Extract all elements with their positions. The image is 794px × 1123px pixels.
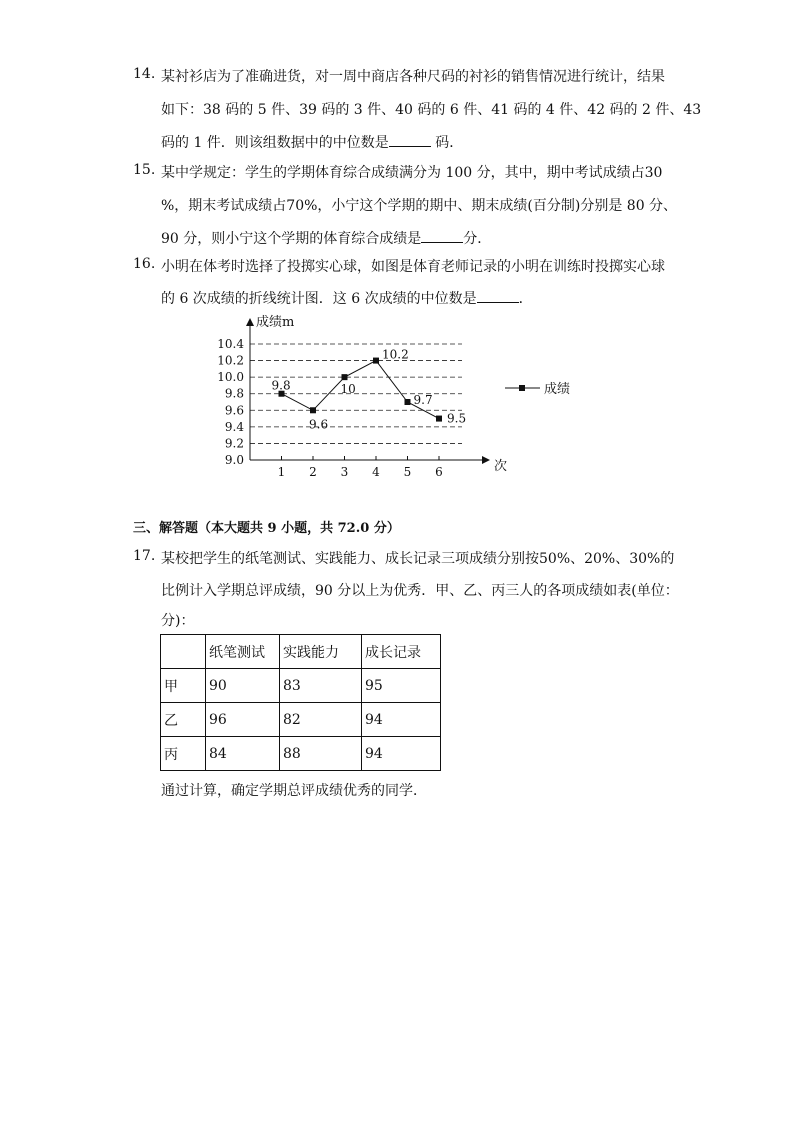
y-tick-label: 9.0 <box>224 453 244 467</box>
table-cell: 94 <box>362 737 441 771</box>
data-point-marker <box>405 399 411 405</box>
question-text-line: 分)： <box>161 613 195 629</box>
score-table <box>160 634 441 771</box>
table-header-row <box>161 635 441 669</box>
question-text-line: 如下：38 码的 5 件、39 码的 3 件、40 码的 6 件、41 码的 4 件、42 码的 2 件、43 <box>161 102 702 118</box>
line-chart <box>200 310 571 480</box>
y-tick-label: 10.0 <box>217 370 244 385</box>
y-tick-label: 10.4 <box>217 337 244 351</box>
x-tick-label: 2 <box>309 465 317 479</box>
section-detail: （本大题共 9 小题，共 72.0 分） <box>198 521 400 536</box>
question-number: 17. <box>133 548 156 564</box>
table-header-cell <box>161 635 206 669</box>
question-text-line: %，期末考试成绩占70%，小宁这个学期的期中、期末成绩(百分制)分别是 80 分、 <box>161 198 678 214</box>
data-point-marker <box>342 374 348 380</box>
y-tick-label: 9.2 <box>224 436 244 451</box>
question-text: 90 分，则小宁这个学期的体育综合成绩是 <box>161 231 422 247</box>
legend-marker <box>519 385 525 391</box>
table-header-cell: 纸笔测试 <box>206 635 280 669</box>
y-tick-label: 10.2 <box>217 353 244 368</box>
data-label: 10 <box>340 382 356 397</box>
y-axis-arrow <box>246 318 254 326</box>
chart-series <box>279 358 443 422</box>
question-text-line: 某中学规定：学生的学期体育综合成绩满分为 100 分，其中，期中考试成绩占30 <box>161 165 663 181</box>
question-text: 码． <box>430 135 464 151</box>
table-header-cell: 成长记录 <box>362 635 441 669</box>
chart-ticks <box>217 337 443 479</box>
question-text-line: 某校把学生的纸笔测试、实践能力、成长记录三项成绩分别按50%、20%、30%的 <box>161 551 675 567</box>
answer-blank[interactable] <box>477 288 519 303</box>
y-tick-label: 9.6 <box>224 403 244 418</box>
question-text-line: 小明在体考时选择了投掷实心球，如图是体育老师记录的小明在训练时投掷实心球 <box>161 259 665 275</box>
x-axis-title: 次 <box>494 459 508 474</box>
x-tick-label: 6 <box>435 465 443 479</box>
y-tick-label: 9.4 <box>224 419 244 434</box>
data-label: 9.8 <box>271 378 291 393</box>
question-text-line: 通过计算，确定学期总评成绩优秀的同学． <box>161 783 427 799</box>
answer-blank[interactable] <box>389 132 431 147</box>
question-number: 15. <box>133 162 156 178</box>
data-label: 9.6 <box>309 417 329 432</box>
table-cell: 83 <box>280 669 362 703</box>
table-cell: 乙 <box>161 703 206 737</box>
x-tick-label: 5 <box>403 465 412 479</box>
question-text: 码的 1 件．则该组数据中的中位数是 <box>161 135 389 151</box>
table-cell: 84 <box>206 737 280 771</box>
question-text: ． <box>518 291 533 307</box>
table-cell: 90 <box>206 669 280 703</box>
data-point-marker <box>310 407 316 413</box>
question-number: 14. <box>133 66 156 82</box>
table-row <box>161 669 441 703</box>
chart-legend <box>505 381 570 397</box>
y-axis-title: 成绩m <box>256 315 295 330</box>
data-point-marker <box>373 358 379 364</box>
data-label: 9.5 <box>447 411 467 426</box>
table-cell: 甲 <box>161 669 206 703</box>
table-cell: 88 <box>280 737 362 771</box>
section-label: 三、解答题 <box>133 521 199 536</box>
x-tick-label: 3 <box>340 465 349 479</box>
x-tick-label: 4 <box>372 465 380 479</box>
question-text-line <box>161 288 533 308</box>
question-text: 分． <box>463 231 492 247</box>
answer-blank[interactable] <box>421 228 463 243</box>
section-header <box>133 517 400 536</box>
table-cell: 82 <box>280 703 362 737</box>
question-number: 16. <box>133 256 156 272</box>
question-text-line: 比例计入学期总评成绩，90 分以上为优秀．甲、乙、丙三人的各项成绩如表(单位： <box>161 583 679 599</box>
question-text-line <box>161 132 463 152</box>
table-cell: 94 <box>362 703 441 737</box>
table-cell: 丙 <box>161 737 206 771</box>
question-text-line: 某衬衫店为了准确进货，对一周中商店各种尺码的衬衫的销售情况进行统计，结果 <box>161 69 665 85</box>
table-header-cell: 实践能力 <box>280 635 362 669</box>
table-cell: 96 <box>206 703 280 737</box>
data-point-marker <box>436 416 442 422</box>
legend-label: 成绩 <box>544 382 571 397</box>
table-row <box>161 737 441 771</box>
series-line <box>282 361 440 419</box>
data-label: 9.7 <box>413 393 433 407</box>
x-tick-label: 1 <box>277 465 286 479</box>
table-row <box>161 703 441 737</box>
x-axis-arrow <box>482 456 490 464</box>
y-tick-label: 9.8 <box>224 386 244 401</box>
question-text-line <box>161 228 491 248</box>
data-label: 10.2 <box>382 347 409 362</box>
question-text: 的 6 次成绩的折线统计图．这 6 次成绩的中位数是 <box>161 291 477 307</box>
table-cell: 95 <box>362 669 441 703</box>
